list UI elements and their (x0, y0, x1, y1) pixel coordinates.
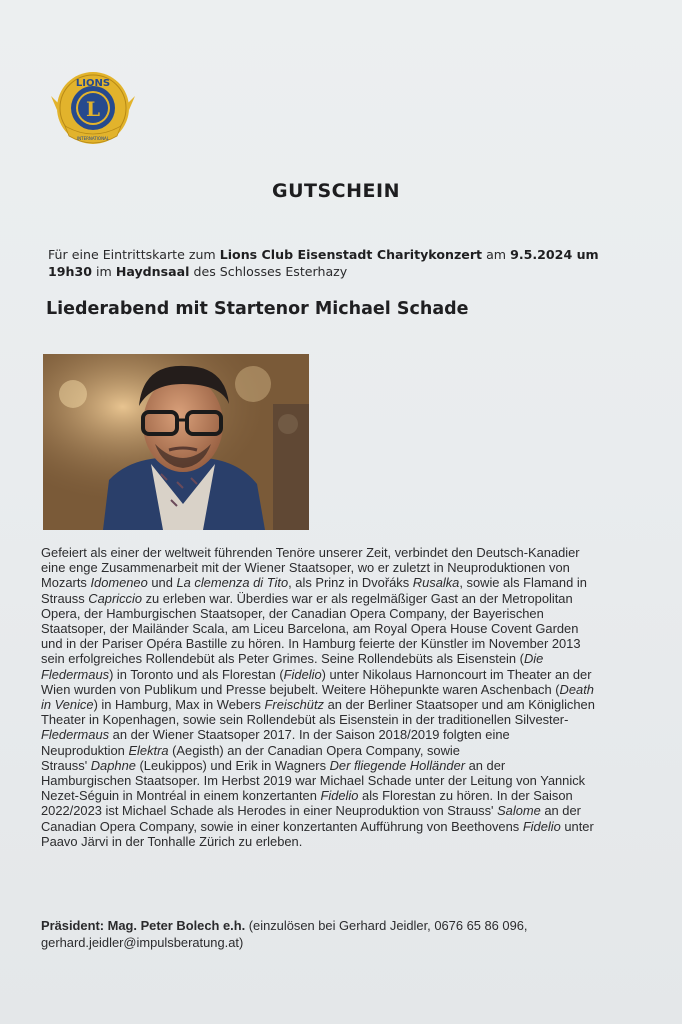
bio-text: Strauss (41, 590, 89, 606)
bio-line (41, 560, 641, 575)
bio-text: , als Prinz in Dvořáks (288, 575, 413, 591)
bio-text: unter (560, 818, 594, 834)
bio-line (41, 743, 641, 758)
lions-logo (50, 68, 136, 148)
bio-text: ) in Hamburg, Max in Webers (93, 697, 265, 713)
bio-text: an der (540, 803, 581, 819)
bio-line (41, 545, 641, 560)
bio-line (41, 834, 641, 849)
bio-line (41, 651, 641, 666)
logo-letter: L (85, 97, 101, 121)
opera-title: Idomeneo (90, 575, 148, 591)
bio-text: an der Berliner Staatsoper und am Königlichen (324, 697, 595, 713)
footer-contact (41, 917, 641, 951)
bio-text: (Leukippos) und Erik in Wagners (135, 757, 330, 773)
bio-text: Theater in Kopenhagen, sowie sein Rollendebüt als Eisenstein in der traditionellen Silvester- (41, 712, 569, 728)
opera-title: Fidelio (320, 788, 359, 804)
artist-biography (41, 545, 641, 849)
bio-text: sein erfolgreiches Rollendebüt als Peter Grimes. Seine Rollendebüts als Eisenstein ( (41, 651, 524, 667)
logo-text: LIONS (75, 78, 111, 89)
intro-time: 19h30 (48, 264, 93, 279)
opera-title: Die (523, 651, 544, 667)
opera-title: in Venice (41, 697, 94, 713)
opera-title: Rusalka (412, 575, 460, 591)
bio-text: an der (465, 757, 506, 773)
intro-part: Für eine Eintrittskarte zum (48, 247, 220, 262)
bio-text: Staatsoper, der Mailänder Scala, am Liceu Barcelona, am Royal Opera House Covent Garden (41, 621, 579, 637)
bio-text: und (147, 575, 177, 591)
bio-line (41, 803, 641, 818)
opera-title: Salome (497, 803, 541, 819)
opera-title: Death (559, 681, 594, 697)
bio-line (41, 758, 641, 773)
bio-line (41, 697, 641, 712)
bio-text: Hamburgischen Staatsoper. Im Herbst 2019 war Michael Schade unter der Leitung von Yannick (41, 773, 586, 789)
bio-text: Nezet-Séguin in Montréal in einem konzertanten (41, 788, 321, 804)
opera-title: Fidelio (283, 666, 322, 682)
intro-date: 9.5.2024 um (510, 247, 599, 262)
bio-text: Canadian Opera Company, sowie in einer konzertanten Aufführung von Beethovens (41, 818, 523, 834)
event-subtitle: Liederabend mit Startenor Michael Schade (46, 299, 469, 319)
intro-venue: Haydnsaal (115, 264, 190, 279)
opera-title: Elektra (128, 742, 169, 758)
bio-text: als Florestan zu hören. In der Saison (358, 788, 573, 804)
intro-club: Lions Club Eisenstadt Charitykonzert (219, 247, 483, 262)
opera-title: Der fliegende Holländer (329, 757, 466, 773)
bio-line (41, 682, 641, 697)
opera-title: Freischütz (264, 697, 325, 713)
bio-text: zu erleben war. Überdies war er als regelmäßiger Gast an der Metropolitan (142, 590, 573, 606)
bio-text: Strauss' (41, 757, 91, 773)
bio-line (41, 788, 641, 803)
bio-line (41, 636, 641, 651)
voucher-title: GUTSCHEIN (272, 180, 400, 202)
lions-emblem-icon (50, 68, 136, 148)
president-name: Präsident: Mag. Peter Bolech e.h. (41, 918, 246, 933)
bio-text: Mozarts (41, 575, 91, 591)
bio-text: Neuproduktion (41, 742, 129, 758)
artist-photo (43, 354, 309, 530)
bio-text: (Aegisth) an der Canadian Opera Company, sowie (168, 742, 460, 758)
bio-line (41, 712, 641, 727)
opera-title: Capriccio (88, 590, 143, 606)
bio-text: eine enge Zusammenarbeit mit der Wiener Staatsoper, wo er zuletzt in Neuproduktionen von (41, 560, 570, 576)
bio-line (41, 591, 641, 606)
bio-text: 2022/2023 ist Michael Schade als Herodes in einer Neuproduktion von Strauss' (41, 803, 498, 819)
footer-line (41, 934, 641, 951)
bio-text: Paavo Järvi in der Tonhalle Zürich zu erleben. (41, 833, 303, 849)
intro-text (48, 246, 628, 280)
bio-line (41, 727, 641, 742)
bio-text: Opera, der Hamburgischen Staatsoper, der Canadian Opera Company, der Bayerischen (41, 605, 544, 621)
opera-title: Fledermaus (41, 727, 110, 743)
logo-ribbon-text: INTERNATIONAL (76, 136, 110, 141)
bio-text: Wien wurden von Publikum und Presse bejubelt. Weitere Höhepunkte waren Aschenbach ( (41, 681, 560, 697)
portrait-image (43, 354, 309, 530)
bio-line (41, 667, 641, 682)
intro-part: des Schlosses Esterhazy (189, 264, 348, 279)
intro-part: am (482, 247, 511, 262)
opera-title: La clemenza di Tito (176, 575, 289, 591)
bio-line (41, 773, 641, 788)
bio-text: , sowie als Flamand in (459, 575, 587, 591)
redeem-info: (einzulösen bei Gerhard Jeidler, 0676 65 86 096, (245, 918, 528, 933)
bio-text: an der Wiener Staatsoper 2017. In der Saison 2018/2019 folgten eine (109, 727, 510, 743)
footer-line (41, 917, 641, 934)
bio-line (41, 606, 641, 621)
bio-line (41, 621, 641, 636)
opera-title: Fidelio (522, 818, 561, 834)
bio-text: Gefeiert als einer der weltweit führenden Tenöre unserer Zeit, verbindet den Deutsch-Kanadier (41, 545, 580, 560)
opera-title: Fledermaus (41, 666, 110, 682)
bio-text: ) in Toronto und als Florestan ( (109, 666, 284, 682)
contact-email: gerhard.jeidler@impulsberatung.at) (41, 935, 244, 950)
opera-title: Daphne (90, 757, 136, 773)
bio-text: ) unter Nikolaus Harnoncourt im Theater an der (321, 666, 592, 682)
intro-part: im (92, 264, 116, 279)
bio-text: und in der Pariser Opéra Bastille zu hören. In Hamburg feierte der Künstler im November 2013 (41, 636, 581, 652)
bio-line (41, 819, 641, 834)
bio-line (41, 575, 641, 590)
